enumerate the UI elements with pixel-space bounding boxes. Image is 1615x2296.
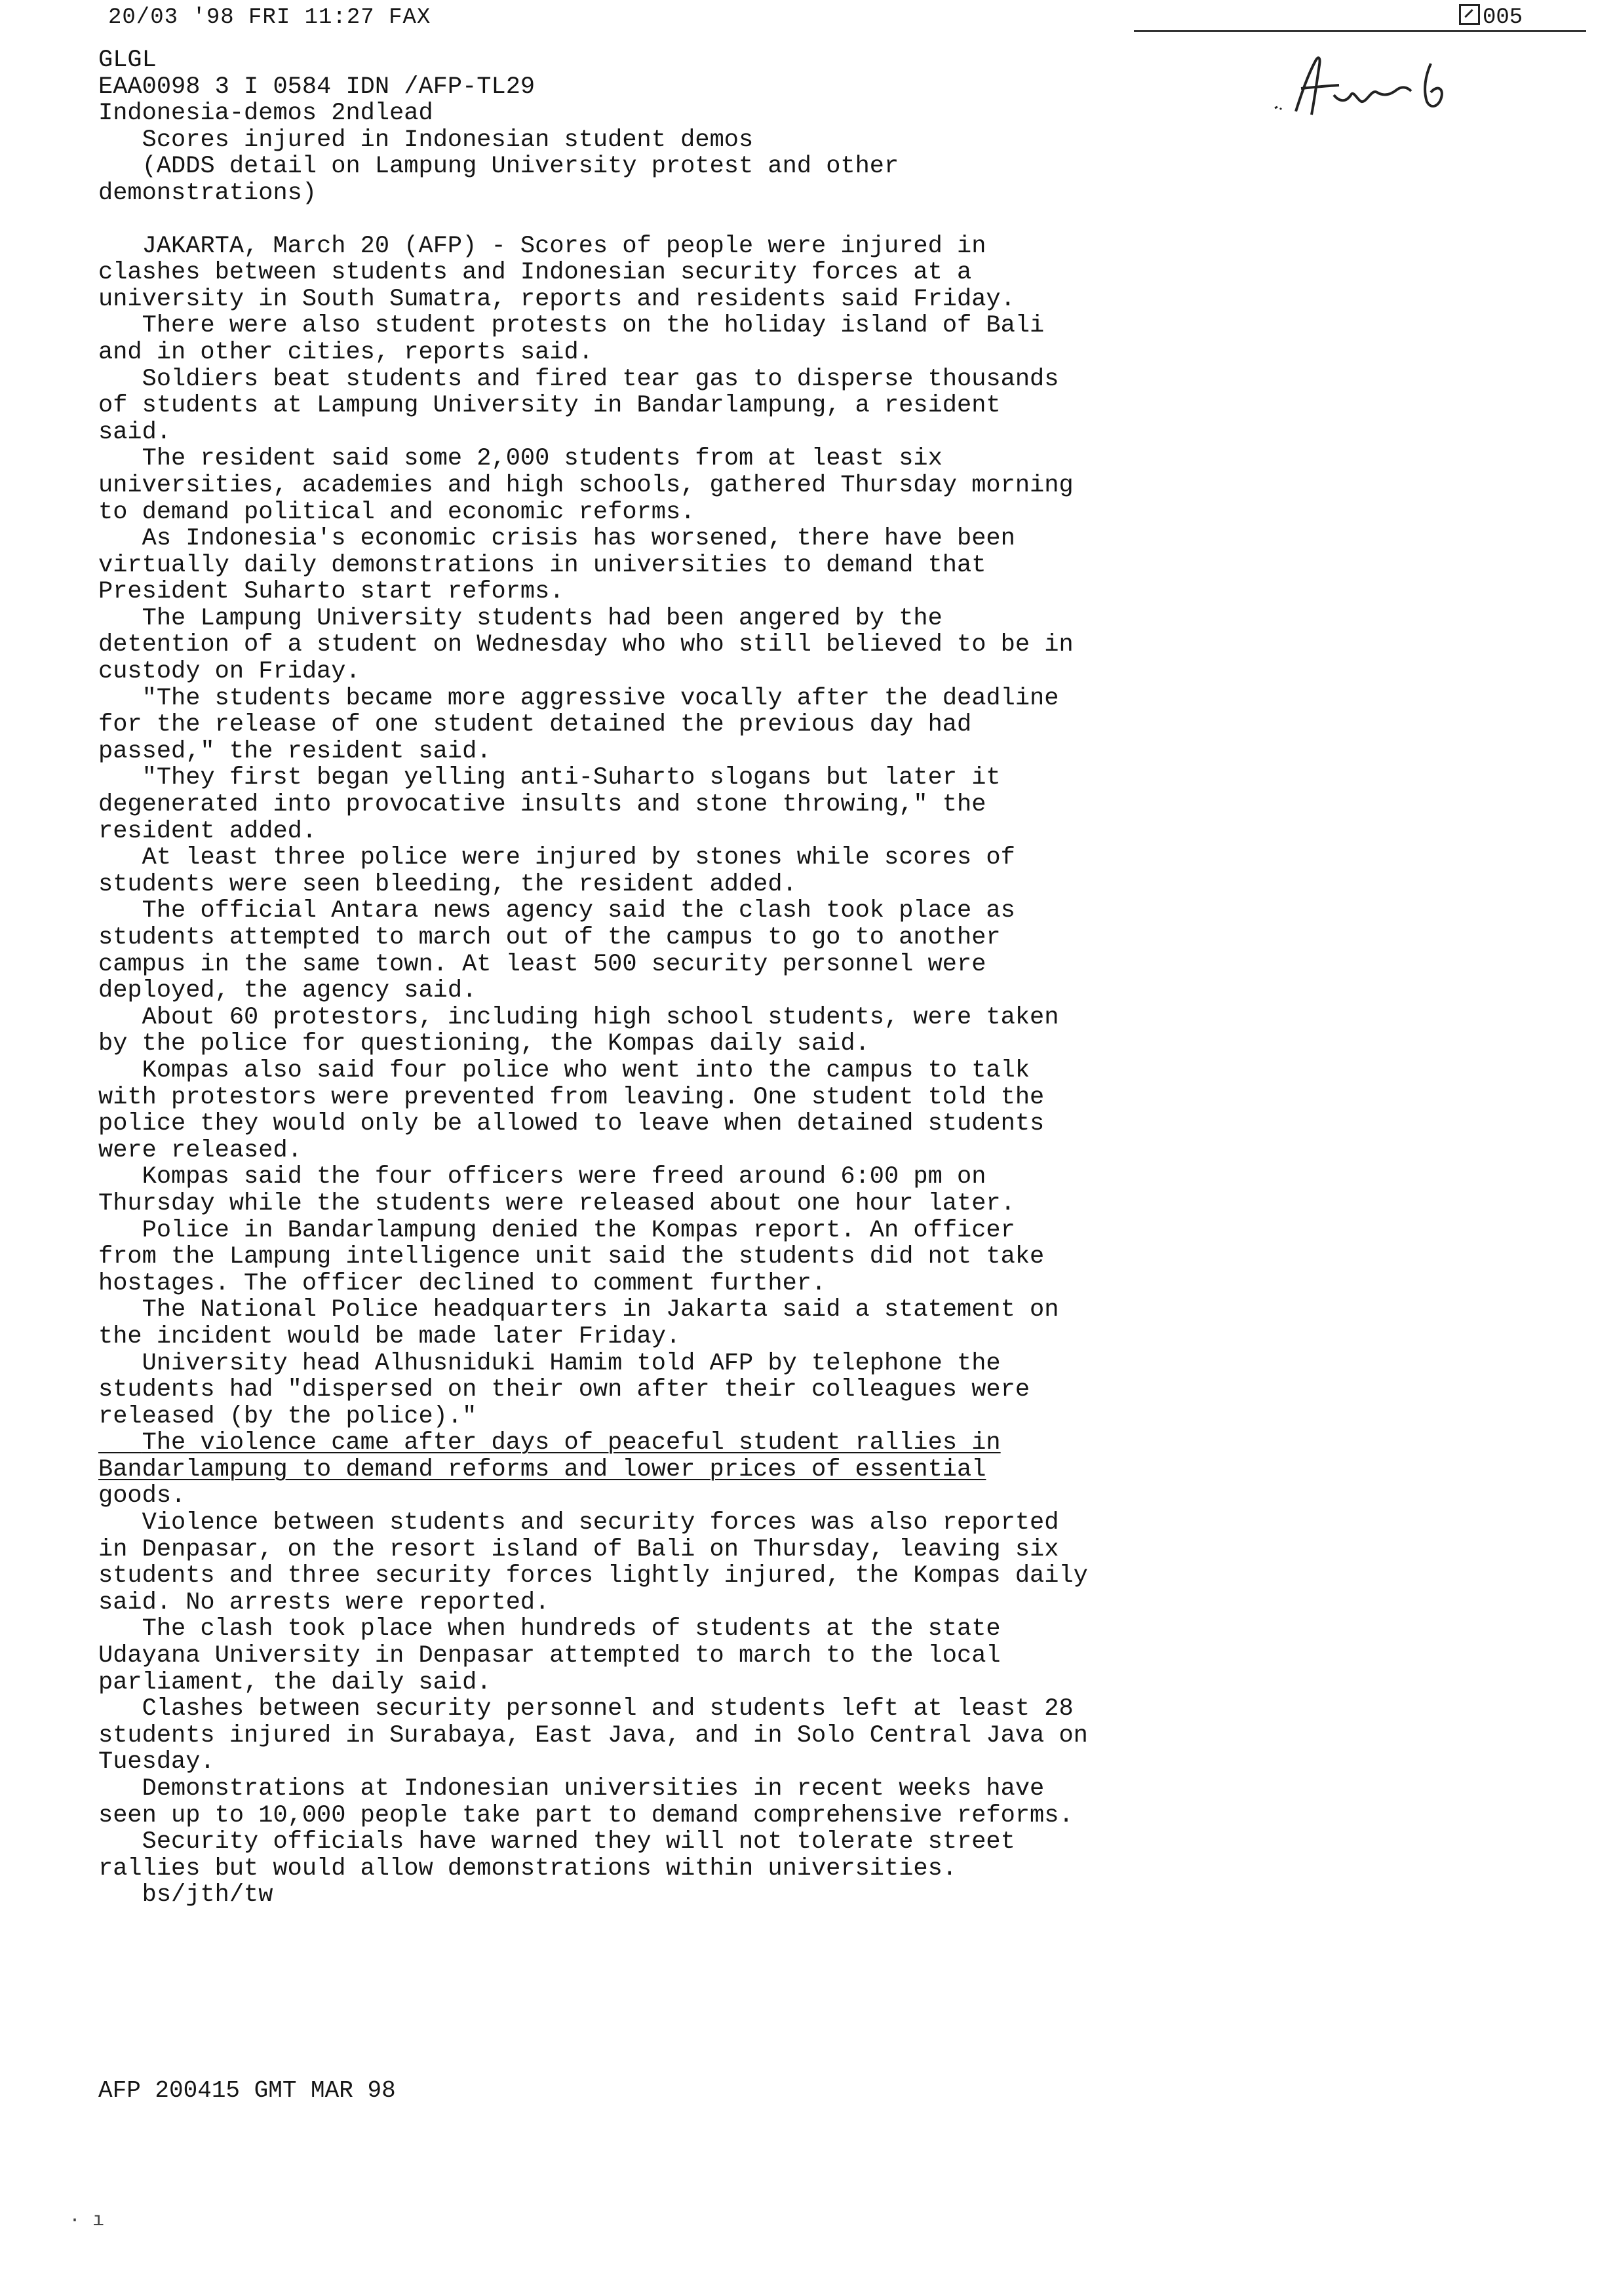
body-line: campus in the same town. At least 500 security personnel were xyxy=(98,950,986,978)
body-line: resident added. xyxy=(98,817,317,845)
body-line: rallies but would allow demonstrations within universities. xyxy=(98,1854,958,1883)
body-line: students had "dispersed on their own after their colleagues were xyxy=(98,1376,1030,1404)
footer-dateline: AFP 200415 GMT MAR 98 xyxy=(98,2077,396,2104)
fax-page-number xyxy=(1459,4,1523,30)
scan-mark: · ı xyxy=(69,2210,105,2232)
body-line: Demonstrations at Indonesian universities in recent weeks have xyxy=(98,1775,1045,1803)
body-line: Police in Bandarlampung denied the Kompas report. An officer xyxy=(98,1216,1015,1244)
wire-story xyxy=(98,47,1213,1909)
checkbox-icon xyxy=(1459,4,1480,25)
body-line: The clash took place when hundreds of students at the state xyxy=(98,1615,1001,1643)
body-line: Violence between students and security forces was also reported xyxy=(98,1509,1059,1537)
body-line: Bandarlampung to demand reforms and lower prices of essential xyxy=(98,1455,986,1483)
body-line: released (by the police)." xyxy=(98,1402,477,1430)
fax-timestamp: 20/03 '98 FRI 11:27 FAX xyxy=(108,5,431,30)
body-line: Clashes between security personnel and students left at least 28 xyxy=(98,1695,1074,1723)
body-line: students were seen bleeding, the resident added. xyxy=(98,870,797,898)
body-line: Kompas also said four police who went into the campus to talk xyxy=(98,1056,1030,1084)
body-line: police they would only be allowed to leave when detained students xyxy=(98,1110,1045,1138)
body-line: parliament, the daily said. xyxy=(98,1668,492,1696)
body-line: the incident would be made later Friday. xyxy=(98,1322,681,1350)
body-line: with protestors were prevented from leaving. One student told the xyxy=(98,1083,1045,1111)
story-body xyxy=(98,233,1213,1909)
slug-keyword: Indonesia-demos 2ndlead xyxy=(98,100,433,128)
body-line: students injured in Surabaya, East Java, and in Solo Central Java on xyxy=(98,1721,1088,1750)
body-line: seen up to 10,000 people take part to demand comprehensive reforms. xyxy=(98,1801,1074,1829)
body-line: deployed, the agency said. xyxy=(98,977,477,1005)
body-line: President Suharto start reforms. xyxy=(98,578,564,606)
body-line: degenerated into provocative insults and stone throwing," the xyxy=(98,791,986,819)
body-line: Kompas said the four officers were freed around 6:00 pm on xyxy=(98,1163,986,1191)
body-line: clashes between students and Indonesian security forces at a xyxy=(98,259,972,287)
body-line: in Denpasar, on the resort island of Bali on Thursday, leaving six xyxy=(98,1535,1059,1563)
body-line: custody on Friday. xyxy=(98,658,360,686)
body-line: Tuesday. xyxy=(98,1748,215,1776)
subhead-line-2: demonstrations) xyxy=(98,179,317,207)
body-line: passed," the resident said. xyxy=(98,737,492,765)
body-line: to demand political and economic reforms. xyxy=(98,498,695,526)
body-line: JAKARTA, March 20 (AFP) - Scores of people were injured in xyxy=(98,232,986,260)
body-line: of students at Lampung University in Bandarlampung, a resident xyxy=(98,392,1001,420)
fax-header-rule xyxy=(1134,30,1586,32)
body-line: Thursday while the students were released about one hour later. xyxy=(98,1189,1015,1217)
body-line: Soldiers beat students and fired tear gas to disperse thousands xyxy=(98,365,1059,393)
slug-id: EAA0098 3 I 0584 IDN /AFP-TL29 xyxy=(98,73,535,101)
body-line: The violence came after days of peaceful student rallies in xyxy=(98,1429,1001,1457)
body-line: Udayana University in Denpasar attempted to march to the local xyxy=(98,1642,1001,1670)
body-line: The Lampung University students had been angered by the xyxy=(98,604,943,632)
body-line: "They first began yelling anti-Suharto slogans but later it xyxy=(98,764,1001,792)
body-line: University head Alhusniduki Hamim told AFP by telephone the xyxy=(98,1349,1001,1377)
body-line: from the Lampung intelligence unit said the students did not take xyxy=(98,1243,1045,1271)
headline: Scores injured in Indonesian student demos xyxy=(98,126,754,154)
body-line: university in South Sumatra, reports and residents said Friday. xyxy=(98,285,1015,313)
body-line: goods. xyxy=(98,1482,186,1510)
fax-page-number-text: 005 xyxy=(1483,5,1523,30)
body-line: universities, academies and high schools, gathered Thursday morning xyxy=(98,471,1074,499)
body-line: virtually daily demonstrations in universities to demand that xyxy=(98,551,986,579)
body-line: and in other cities, reports said. xyxy=(98,338,593,366)
handwritten-signature xyxy=(1262,49,1485,134)
body-line: said. No arrests were reported. xyxy=(98,1588,550,1617)
body-line: The National Police headquarters in Jakarta said a statement on xyxy=(98,1296,1059,1324)
slug-code: GLGL xyxy=(98,47,157,74)
body-line: were released. xyxy=(98,1136,302,1164)
body-line: students and three security forces lightly injured, the Kompas daily xyxy=(98,1562,1088,1590)
body-line: by the police for questioning, the Kompas daily said. xyxy=(98,1030,870,1058)
body-line: There were also student protests on the holiday island of Bali xyxy=(98,312,1045,340)
body-line: detention of a student on Wednesday who who still believed to be in xyxy=(98,631,1074,659)
body-line: The resident said some 2,000 students from at least six xyxy=(98,445,943,473)
body-line: for the release of one student detained the previous day had xyxy=(98,711,972,739)
body-line: As Indonesia's economic crisis has worsened, there have been xyxy=(98,525,1015,553)
body-line: The official Antara news agency said the clash took place as xyxy=(98,897,1015,925)
body-line: said. xyxy=(98,418,172,446)
body-line: Security officials have warned they will not tolerate street xyxy=(98,1828,1015,1856)
spacer xyxy=(98,207,1213,233)
body-line: At least three police were injured by stones while scores of xyxy=(98,844,1015,872)
body-line: students attempted to march out of the campus to go to another xyxy=(98,924,1001,951)
body-line: hostages. The officer declined to comment further. xyxy=(98,1269,827,1297)
body-line: bs/jth/tw xyxy=(98,1881,273,1909)
body-line: About 60 protestors, including high school students, were taken xyxy=(98,1003,1059,1031)
subhead-line-1: (ADDS detail on Lampung University protest and other xyxy=(98,153,899,181)
body-line: "The students became more aggressive vocally after the deadline xyxy=(98,684,1059,712)
